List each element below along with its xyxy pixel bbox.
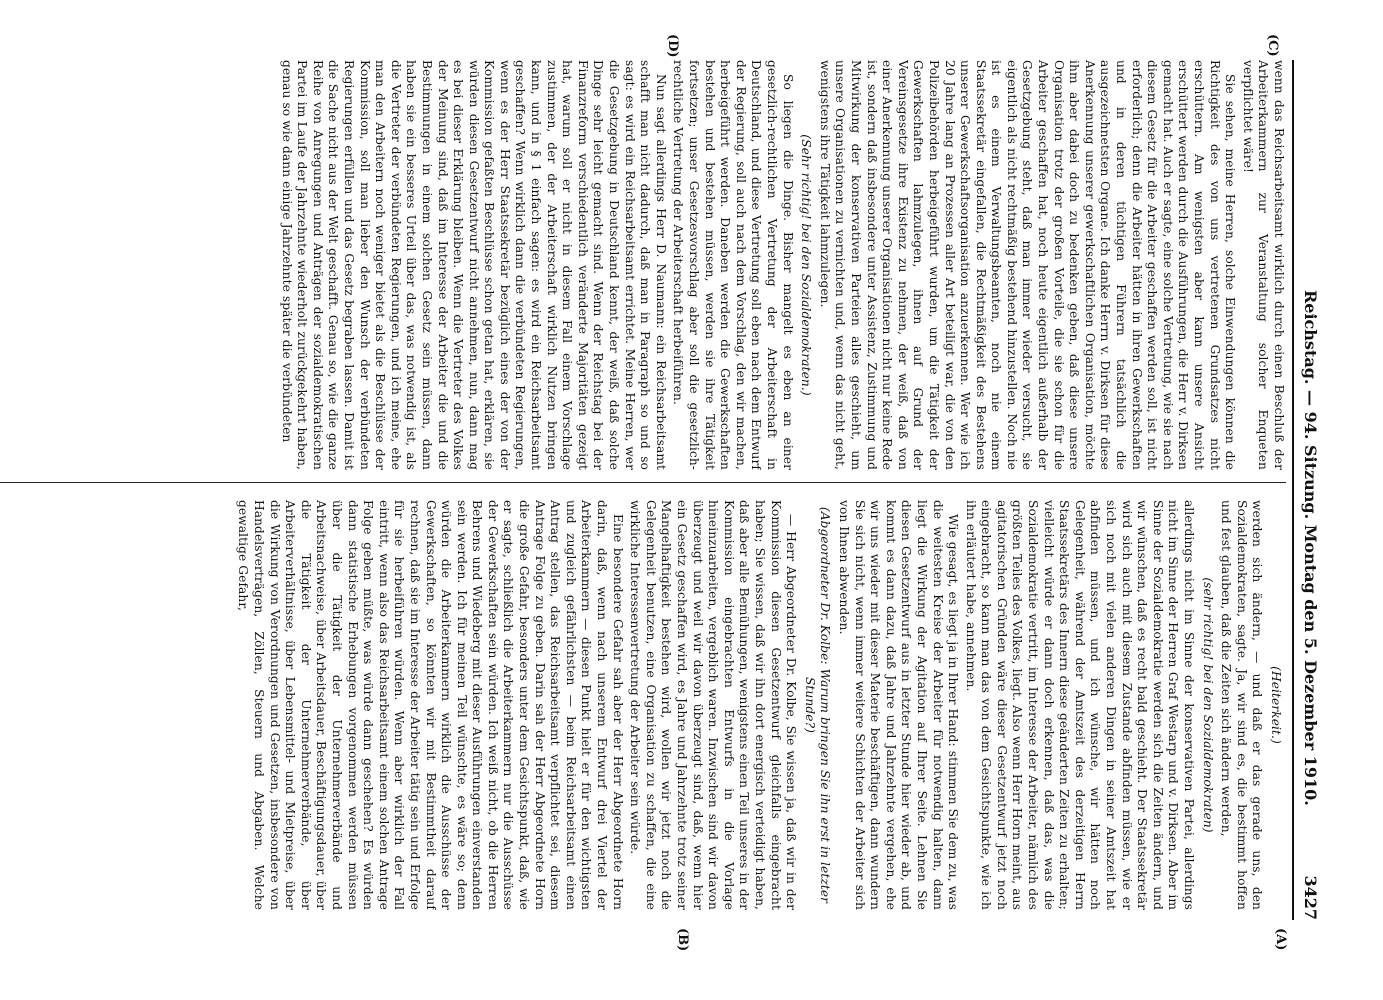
- header-title: Reichstag. — 94. Sitzung. Montag den 5. Dezember 1910.: [1301, 290, 1320, 806]
- text-column-right: [0, 60, 1286, 470]
- paragraph: Nun sagt allerdings Herr D. Naumann: ein Reichsarbeitsamt schafft man nicht dadurch, daß man in Paragraph so und so sagt: es wird ein Reichsarbeitsamt errichtet. Meine Herren, wer die Gesetzgebung in Deutschland kennt, der weiß, daß solche Dinge sehr leicht gemacht sind. Wenn der Reichstag bei der Finanzreform verschiedentlich veränderte Majoritäten gezeigt hat, warum soll er nicht in diesem Fall einem Vorschlage zustimmen, der der Arbeiterschaft wirklich Nutzen bringen kann, und in § 1 einfach sagen: es wird ein Reichsarbeitsamt geschaffen? Wenn wirklich dann die verbündeten Regierungen, wenn es der Herr Staatssekretär bezüglich eines der von der Kommission gefaßten Beschlüsse schon getan hat, erklären, sie würden diesen Gesetzentwurf nicht annehmen, nun, dann mag es bei dieser Erklärung bleiben. Wenn die Vertreter des Volkes der Meinung sind, daß im Interesse der Arbeiter die und die Bestimmungen in einem solchen Gesetz sein müssen, dann haben sie ein besseres Urteil über das, was notwendig ist, als die Vertreter der verbündeten Regierungen, und ich meine, ehe man den Arbeitern noch weniger bietet als die Beschlüsse der Kommission, soll man lieber den Wunsch der verbündeten Regierungen erfüllen und das Gesetz begraben lassen. Damit ist die Sache nicht aus der Welt geschafft. Genau so, wie die ganze Reihe von Anregungen und Anträgen der sozialdemokratischen Partei im Laufe der Jahrzehnte wiederholt zurückgekehrt haben, genau so wie dann einige Jahrzehnte später die verbündeten: [279, 60, 668, 470]
- paragraph: werden sich ändern, — und daß er das gerade uns, den Sozialdemokraten, sagte. Ja, wir sind es, die bestimmt hoffen und fest glauben, daß die Zeiten sich ändern werden,: [1219, 500, 1265, 910]
- interjection: (Abgeordneter Dr. Kolbe: Warum bringen Sie ihn erst in letzter Stunde?): [802, 506, 833, 904]
- text-column-left: [0, 500, 1286, 910]
- margin-marker-d: (D): [665, 34, 680, 58]
- page-header: [1292, 60, 1322, 920]
- paragraph: Wie gesagt, es liegt ja in Ihrer Hand: stimmen Sie dem zu, was die weitesten Kreise der Arbeiter für notwendig halten, dann liegt die Wirkung der Agitation auf Ihrer Seite. Lehnen Sie diesen Gesetzentwurf aus in letzter Stunde hier wieder ab, und kommt es dann dazu, daß Jahre und Jahrzehnte vergehen, ehe wir uns wieder mit dieser Materie beschäftigen, dann wundern Sie sich nicht, wenn immer weitere Schichten der Arbeiter sich von Ihnen abwenden.: [836, 500, 961, 910]
- page-number: 3427: [1301, 875, 1320, 920]
- paragraph: — Herr Abgeordneter Dr. Kolbe, Sie wissen ja, daß wir in der Kommission diesen Gesetzentwurf gleichfalls eingebracht haben; Sie wissen, daß wir ihn dort energisch verteidigt haben, daß aber alle Bemühungen, wenigstens einen Teil unseres in der Kommission eingebrachten Entwurfs in die Vorlage hineinzuarbeiten, vergeblich waren. Inzwischen sind wir davon überzeugt und weil wir davon überzeugt sind, daß, wenn hier ein Gesetz geschaffen wird, es Jahre und Jahrzehnte trotz seiner Mangelhaftigkeit bestehen wird, wollen wir jetzt noch die Gelegenheit benutzen, eine Organisation zu schaffen, die eine wirkliche Interessenvertretung der Arbeiter sein würde.: [628, 500, 799, 910]
- interjection: (sehr richtig! bei den Sozialdemokraten): [1200, 577, 1215, 833]
- interjection: (Heiterkeit.): [1269, 666, 1283, 744]
- paragraph: Sie sehen, meine Herren, solche Einwendungen können die Richtigkeit des von uns vertretenen Grundsatzes nicht erschüttern. Am wenigsten aber kann unsere Ansicht erschüttert werden durch die Ausführungen, die Herr v. Dirksen gemacht hat. Auch er sagte, eine solche Vertretung, wie sie nach diesem Gesetz für die Arbeiter geschaffen werden soll, ist nicht erforderlich; denn die Arbeiter hätten in ihren Gewerkschaften und in deren tüchtigen Führern tatsächlich die ausgezeichnetsten Organe. Ich danke Herrn v. Dirksen für diese Anerkennung unserer gewerkschaftlichen Organisation, möchte ihm aber dabei doch zu bedenken geben, daß diese unsere Organisation trotz der großen Vorteile, die sie schon für die Arbeiter geschaffen hat, noch heute eigentlich außerhalb der Gesetzgebung steht, daß man immer wieder versucht, sie eigentlich als nicht rechtmäßig bestehend hinzustellen. Noch nie ist es einem Verwaltungsbeamten, noch nie einem Staatssekretär eingefallen, die Rechtmäßigkeit des Bestehens unserer Gewerkschaftsorganisation anzuerkennen. Wer wie ich 20 Jahre lang an Prozessen aller Art beteiligt war, die von den Polizeibehörden herbeigeführt wurden, um die Tätigkeit der Gewerkschaften lahmzulegen, ihnen auf Grund der Vereinsgesetze ihre Existenz zu nehmen, der weiß, daß von einer Anerkennung unserer Organisationen nicht nur keine Rede ist, sondern daß insbesondere unter Assistenz, Zustimmung und Mitwirkung der konservativen Parteien alles geschieht, um unsere Organisationen zu vernichten und, wenn das nicht geht, wenigstens ihre Tätigkeit lahmzulegen.: [817, 60, 1238, 470]
- paragraph: allerdings nicht im Sinne der konservativen Partei, allerdings nicht im Sinne der Herren Graf Westarp und v. Dirksen. Aber im Sinne der Sozialdemokratie werden sich die Zeiten ändern, und wir wünschen, daß es recht bald geschieht. Der Staatssekretär wird sich auch mit diesem Zustande abfinden müssen, wie er sich noch mit vielen anderen Dingen in seiner Amtszeit hat abfinden müssen, und ich wünsche, wir hätten noch Gelegenheit, während der Amtszeit des derzeitigen Herrn Staatssekretärs des Innern diese geänderten Zeiten zu erhalten; vielleicht würde er dann doch erkennen, daß das, was die Sozialdemokratie vertritt, im Interesse der Arbeiter, nämlich des größten Teiles des Volkes, liegt. Also wenn Herr Horn meint, aus agitatorischen Gründen wäre dieser Gesetzentwurf jetzt noch eingebracht, so kann man das von dem Gesichtspunkte, wie ich ihn erläutert habe, annehmen.: [963, 500, 1197, 910]
- column-divider: [0, 482, 1286, 483]
- margin-marker-b: (B): [675, 928, 690, 952]
- margin-marker-c: (C): [1265, 34, 1280, 57]
- margin-marker-a: (A): [1273, 928, 1288, 951]
- interjection: (Sehr richtig! bei den Sozialdemokraten.): [799, 134, 814, 396]
- paragraph: wenn das Reichsarbeitsamt wirklich durch einen Beschluß der Arbeiterkammern zur Veranstaltung solcher Enqueten verpflichtet wäre!: [1240, 60, 1286, 470]
- paragraph: So liegen die Dinge. Bisher mangelt es eben an einer gesetzlich-rechtlichen Vertretung der Arbeiterschaft in Deutschland, und diese Vertretung soll eben nach dem Entwurf der Regierung, soll auch nach dem Vorschlag, den wir machen, herbeigeführt werden. Daneben werden die Gewerkschaften bestehen und bestehen müssen, werden sie ihre Tätigkeit fortsetzen; unser Gesetzesvorschlag aber soll die gesetzlich-rechtliche Vertretung der Arbeiterschaft herbeiführen.: [671, 60, 795, 470]
- paragraph: Eine besondere Gefahr sah aber der Herr Abgeordnete Horn darin, daß, wenn nach unserem Entwurf drei Viertel der Arbeiterkammern — diesen Punkt hielt er für den wichtigsten und zugleich gefährlichsten — beim Reichsarbeitsamt einen Antrag stellen, das Reichsarbeitsamt verpflichtet sei, diesem Antrage Folge zu geben. Darin sah der Herr Abgeordnete Horn die große Gefahr, besonders unter dem Gesichtspunkt, daß, wie er sagte, schließlich die Arbeiterkammern nur die Ausschüsse der Gewerkschaften sein würden. Ich weiß nicht, ob die Herren Behrens und Wiedeberg mit dieser Ausführungen einverstanden sein werden. Ich für meinen Teil wünschte, es wäre so; denn würden die Arbeiterkammern wirklich die Ausschüsse der Gewerkschaften, so könnten wir mit Bestimmtheit darauf rechnen, daß sie im Interesse der Arbeiter tätig sein und Erfolge für sie herbeiführen würden. Wenn aber wirklich der Fall eintritt, wenn also das Reichsarbeitsamt einem solchen Antrage Folge geben müßte, was würde dann geschehen? Es würden dann statistische Erhebungen vorgenommen werden müssen über die Tätigkeit der Unternehmerverbände und Arbeitsnachweise, über Arbeitsdauer, Beschäftigungsdauer, über die Tätigkeit der Unternehmerverbände, über Arbeiterverhältnisse, über Lebensmittel- und Mietpreise, über die Wirkung von Verordnungen und Gesetzen, insbesondere von Handelsverträgen, Zöllen, Steuern und Abgaben. Welche gewaltige Gefahr,: [236, 500, 625, 910]
